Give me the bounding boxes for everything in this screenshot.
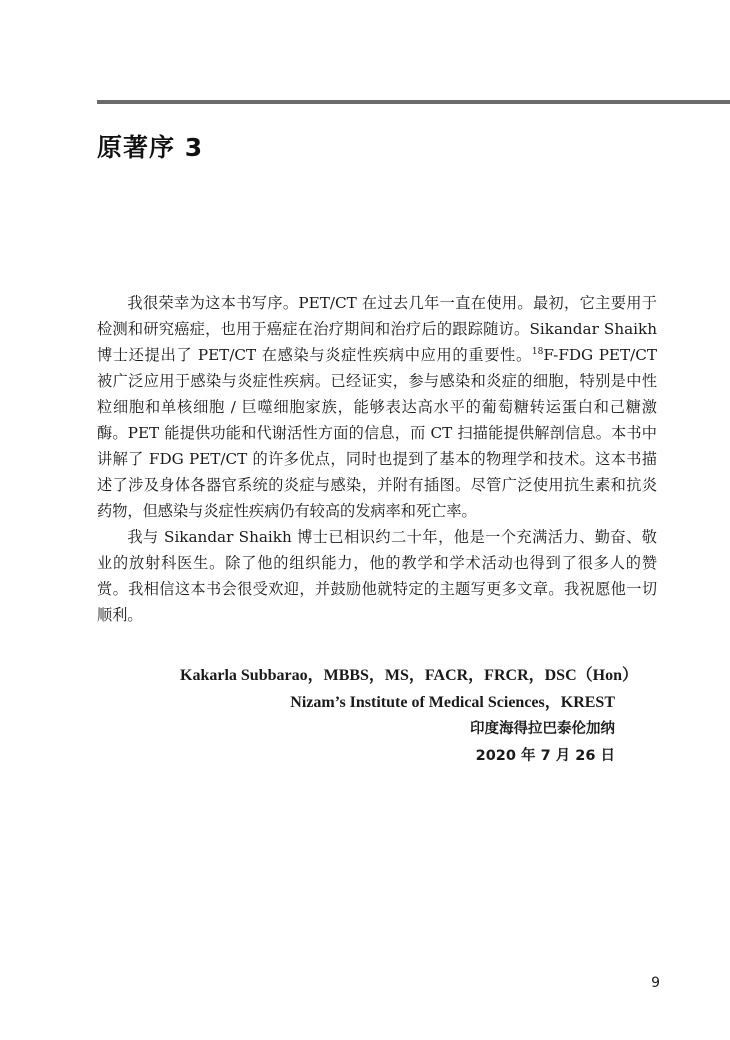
signature-block xyxy=(180,663,638,769)
paragraph-1-text-b: F-FDG PET/CT 被广泛应用于感染与炎症性疾病。已经证实，参与感染和炎症的细胞，特别是中性粒细胞和单核细胞 / 巨噬细胞家族，能够表达高水平的葡萄糖转运蛋白和己糖激酶。PET 能提供功能和代谢活性方面的信息，而 CT 扫描能提供解剖信息。本书中讲解了 FDG PET/CT 的许多优点，同时也提到了基本的物理学和技术。这本书描述了涉及身体各器官系统的炎症与感染，并附有插图。尽管广泛使用抗生素和抗炎药物，但感染与炎症性疾病仍有较高的发病率和死亡率。 xyxy=(97,346,657,520)
page-number: 9 xyxy=(651,975,660,991)
page-title: 原著序 3 xyxy=(97,133,204,162)
preface-body xyxy=(97,290,657,628)
paragraph-1-text-a: 我很荣幸为这本书写序。PET/CT 在过去几年一直在使用。最初，它主要用于检测和研究癌症，也用于癌症在治疗期间和治疗后的跟踪随访。Sikandar Shaikh 博士还提出了 PET/CT 在感染与炎症性疾病中应用的重要性。 xyxy=(97,294,657,364)
signature-date: 2020 年 7 月 26 日 xyxy=(475,747,615,764)
author-name: Kakarla Subbarao，MBBS，MS，FACR，FRCR，DSC（Hon） xyxy=(180,667,638,684)
header-rule xyxy=(97,100,730,104)
author-location: 印度海得拉巴泰伦加纳 xyxy=(470,721,615,737)
isotope-superscript: 18 xyxy=(531,347,544,357)
author-institution: Nizam’s Institute of Medical Sciences，KREST xyxy=(290,693,615,711)
paragraph-2: 我与 Sikandar Shaikh 博士已相识约二十年，他是一个充满活力、勤奋、敬业的放射科医生。除了他的组织能力，他的教学和学术活动也得到了很多人的赞赏。我相信这本书会很受欢迎，并鼓励他就特定的主题写更多文章。我祝愿他一切顺利。 xyxy=(97,528,657,624)
paragraph-1 xyxy=(97,290,657,524)
